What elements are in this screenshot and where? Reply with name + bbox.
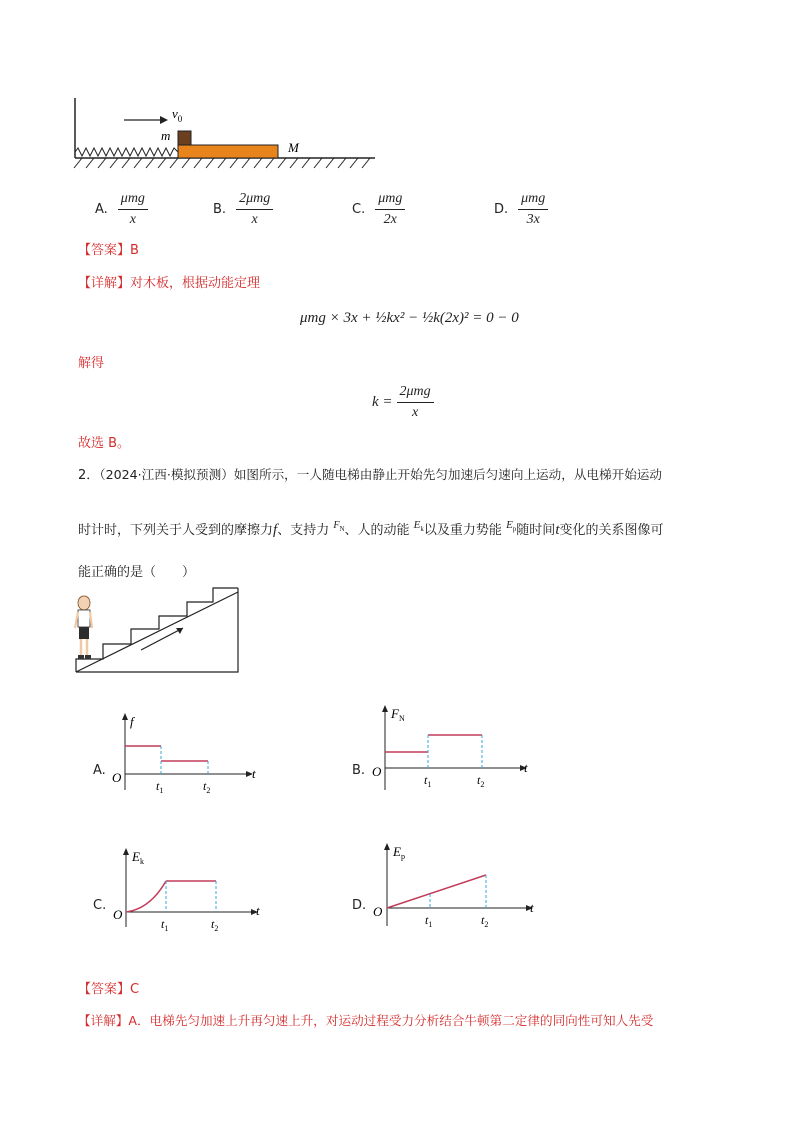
- m-label: m: [161, 128, 171, 143]
- t1-label: $t_1$: [156, 779, 164, 795]
- origin-label: O: [113, 907, 123, 922]
- t2-label: $t_2$: [481, 913, 489, 929]
- graph-b[interactable]: [366, 702, 536, 797]
- q2-text-d: 以及重力势能: [423, 523, 502, 538]
- t2-label: $t_2$: [211, 917, 219, 933]
- symbol-t: t: [555, 522, 560, 538]
- x-label: t: [530, 900, 534, 915]
- origin-label: O: [112, 770, 122, 785]
- q1-detail: 【详解】对木板，根据动能定理: [78, 276, 261, 291]
- x-label: t: [252, 766, 256, 781]
- eq2-numerator: 2μmg: [397, 385, 434, 403]
- person-figure: [75, 595, 92, 659]
- v0-label: $v_0$: [172, 106, 183, 124]
- graph-a-letter[interactable]: A.: [93, 763, 106, 778]
- x-label: t: [256, 903, 260, 918]
- q1-option-a[interactable]: [95, 192, 148, 227]
- t2-label: $t_2$: [477, 773, 485, 789]
- y-arrowhead: [122, 713, 128, 720]
- q2-text-e: 随时间: [516, 523, 556, 538]
- t1-label: $t_1$: [161, 917, 169, 933]
- q1-equation-2: [372, 385, 434, 420]
- ground-hatch: [74, 158, 370, 168]
- t1-label: $t_1$: [425, 913, 433, 929]
- option-letter: D.: [494, 202, 509, 217]
- q2-text-b: 、支持力: [277, 523, 330, 538]
- option-denominator: 2x: [383, 212, 397, 227]
- q2-line-3: 能正确的是（ ）: [78, 565, 196, 580]
- q2-line1-text: （2024·江西·模拟预测）如图所示，一人随电梯由静止开始先匀加速后匀速向上运动，从电梯开始运动: [99, 467, 662, 482]
- motion-arrow: [141, 628, 183, 650]
- q2-detail: 【详解】A．电梯先匀加速上升再匀速上升，对运动过程受力分析结合牛顿第二定律的同向性可知人先受: [78, 1013, 654, 1028]
- y-arrowhead: [382, 705, 388, 712]
- eq2-lhs: k =: [372, 394, 393, 410]
- y-label: $E_p$: [393, 844, 405, 861]
- symbol-f: f: [273, 522, 278, 538]
- symbol-Ep: Ep: [506, 519, 517, 534]
- q1-conclusion: 故选 B。: [78, 436, 131, 451]
- option-letter: A.: [95, 202, 108, 217]
- y-arrowhead: [123, 848, 129, 855]
- option-denominator: x: [129, 212, 136, 227]
- q2-number: 2．: [78, 468, 100, 483]
- spring-block-figure: [60, 90, 390, 180]
- origin-label: O: [373, 904, 383, 919]
- t2-label: $t_2$: [203, 779, 211, 795]
- graph-c[interactable]: [110, 845, 270, 935]
- velocity-arrowhead: [160, 116, 168, 124]
- graph-c-letter[interactable]: C.: [93, 898, 107, 913]
- symbol-FN: FN: [333, 520, 345, 533]
- y-arrowhead: [384, 843, 390, 850]
- board-M: [178, 145, 278, 158]
- q2-text-c: 、人的动能: [344, 523, 410, 538]
- q2-line-2: [78, 520, 664, 538]
- option-letter: B.: [213, 202, 227, 217]
- graph-b-letter[interactable]: B.: [352, 763, 366, 778]
- option-denominator: x: [251, 212, 258, 227]
- option-denominator: 3x: [526, 212, 540, 227]
- option-numerator: 2μmg: [236, 192, 273, 210]
- curve-line: [387, 875, 486, 908]
- q1-equation-1: μmg × 3x + ½kx² − ½k(2x)² = 0 − 0: [300, 310, 519, 326]
- q2-text-a: 时计时，下列关于人受到的摩擦力: [78, 523, 274, 538]
- M-label: M: [288, 140, 299, 155]
- symbol-Ek: Ek: [413, 519, 424, 534]
- option-numerator: μmg: [118, 192, 148, 210]
- option-numerator: μmg: [518, 192, 548, 210]
- y-label: f: [130, 714, 134, 729]
- q1-option-b[interactable]: [213, 192, 273, 227]
- q2-text-f: 变化的关系图像可: [559, 523, 664, 538]
- q2-answer: 【答案】C: [78, 982, 140, 997]
- graph-d-letter[interactable]: D.: [352, 898, 367, 913]
- incline-line: [76, 592, 238, 672]
- curve-parabola: [126, 881, 166, 912]
- q1-solve-label: 解得: [78, 356, 105, 371]
- eq2-denominator: x: [411, 405, 419, 420]
- q1-option-c[interactable]: [352, 192, 405, 227]
- escalator-figure: [68, 586, 246, 678]
- x-label: t: [524, 760, 528, 775]
- y-label: $F_N$: [391, 706, 405, 723]
- origin-label: O: [372, 764, 382, 779]
- t1-label: $t_1$: [424, 773, 432, 789]
- graph-d[interactable]: [368, 840, 543, 935]
- y-label: $E_k$: [132, 849, 144, 866]
- option-letter: C.: [352, 202, 366, 217]
- q1-option-d[interactable]: [494, 192, 548, 227]
- q1-answer: 【答案】B: [78, 243, 139, 258]
- block-m: [178, 131, 191, 145]
- q2-line-1: [78, 469, 662, 482]
- graph-a[interactable]: [110, 712, 260, 797]
- spring: [75, 148, 178, 156]
- option-numerator: μmg: [375, 192, 405, 210]
